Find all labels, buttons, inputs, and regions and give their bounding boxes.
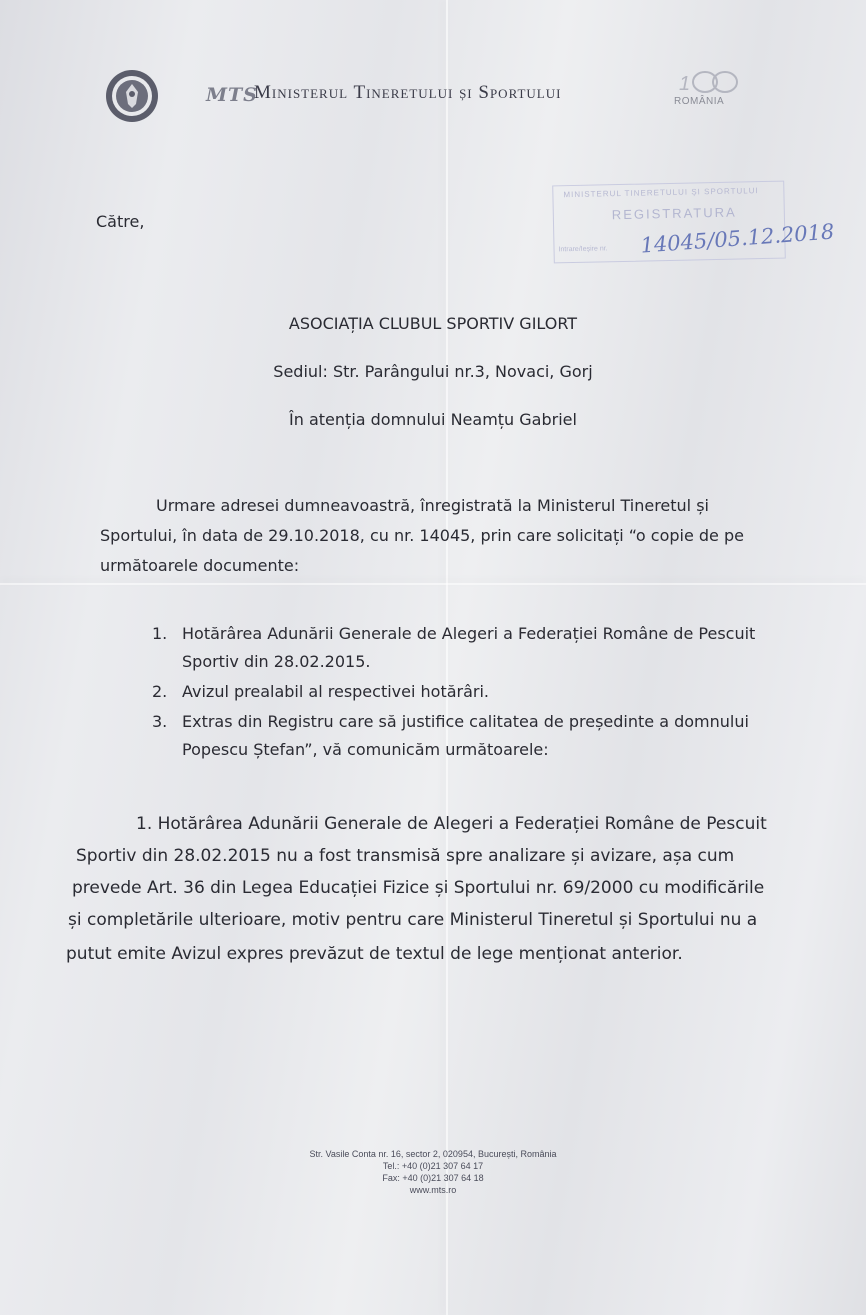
ministry-name: Ministerul Tineretului și Sportului — [254, 82, 562, 103]
list-item-number: 3. — [152, 712, 168, 731]
letterhead — [96, 66, 796, 126]
stamp-registry-text: REGISTRATURA — [611, 204, 737, 223]
paper-fold — [0, 583, 866, 585]
list-item-number: 2. — [152, 682, 168, 701]
list-item-number: 1. — [152, 624, 168, 643]
intro-line: Urmare adresei dumneavoastră, înregistrată la Ministerul Tineretul și — [156, 496, 709, 515]
addressee-label: Către, — [96, 212, 145, 231]
list-item-text: Sportiv din 28.02.2015. — [182, 652, 371, 671]
stamp-ministry-text: MINISTERUL TINERETULUI ȘI SPORTULUI — [563, 186, 759, 200]
list-item — [140, 678, 800, 706]
requested-documents-list — [140, 620, 800, 766]
government-seal-icon — [96, 68, 168, 124]
stamp-prefix: Intrare/Ieșire nr. — [558, 245, 608, 254]
response-line: putut emite Avizul expres prevăzut de textul de lege menționat anterior. — [66, 944, 683, 964]
recipient-attention: În atenția domnului Neamțu Gabriel — [289, 410, 577, 429]
mts-logo: MTS — [206, 84, 258, 106]
list-item — [140, 620, 800, 676]
response-line: și completările ulterioare, motiv pentru care Ministerul Tineretul și Sportului nu a — [68, 910, 758, 930]
footer-address: Str. Vasile Conta nr. 16, sector 2, 020954, București, România — [309, 1149, 557, 1159]
recipient-address: Sediul: Str. Parângului nr.3, Novaci, Gorj — [273, 362, 593, 381]
intro-line: următoarele documente: — [100, 556, 300, 575]
list-item-text: Avizul prealabil al respectivei hotărâri. — [182, 682, 490, 701]
response-line: 1. Hotărârea Adunării Generale de Alegeri a Federației Române de Pescuit — [136, 814, 767, 834]
intro-line: Sportului, în data de 29.10.2018, cu nr. 14045, prin care solicitați “o copie de pe — [100, 526, 744, 545]
letter-footer — [0, 1148, 866, 1196]
recipient-organization: ASOCIAȚIA CLUBUL SPORTIV GILORT — [288, 314, 578, 333]
footer-fax: Fax: +40 (0)21 307 64 18 — [382, 1173, 484, 1183]
list-item-text: Hotărârea Adunării Generale de Alegeri a Federației Române de Pescuit — [182, 624, 756, 643]
list-item-text: Popescu Ștefan”, vă comunicăm următoarele: — [182, 740, 549, 759]
list-item — [140, 708, 800, 764]
footer-tel: Tel.: +40 (0)21 307 64 17 — [382, 1161, 484, 1171]
list-item-text: Extras din Registru care să justifice calitatea de președinte a domnului — [182, 712, 749, 731]
response-line: Sportiv din 28.02.2015 nu a fost transmisă spre analizare și avizare, așa cum — [76, 846, 735, 866]
response-line: prevede Art. 36 din Legea Educației Fizice și Sportului nr. 69/2000 cu modificările — [72, 878, 765, 898]
footer-web: www.mts.ro — [409, 1185, 457, 1195]
registration-stamp — [552, 181, 836, 264]
svg-text:1: 1 — [679, 73, 691, 95]
centenary-logo-icon — [671, 66, 751, 116]
stamp-registration-number: 14045/05.12.2018 — [639, 219, 836, 258]
romania-label: ROMÂNIA — [674, 96, 725, 107]
